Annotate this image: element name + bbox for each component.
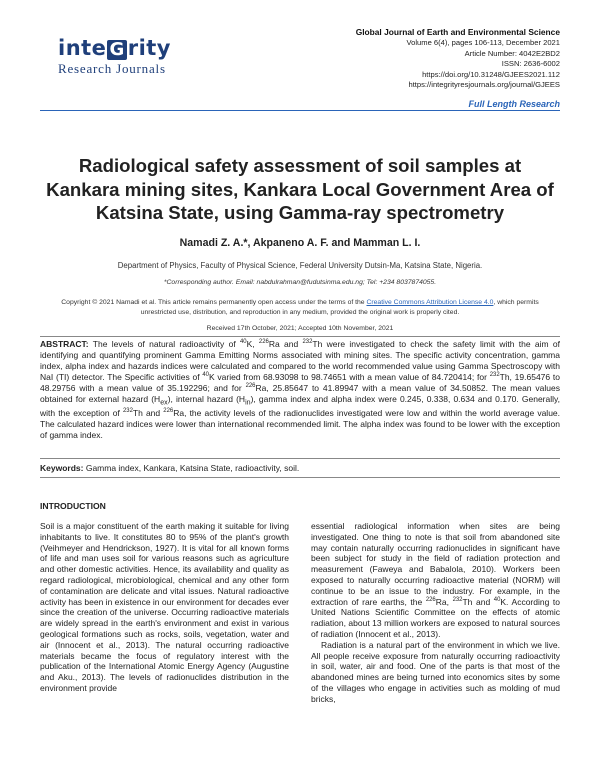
paragraph: Soil is a major constituent of the earth making it suitable for living inhabitants to live. It constitutes 80 to 95% of the plant's growth (Veihmeyer and Hendrickson, 1927). It is vital for all known forms of life and man uses soil for various reasons such as agriculture and other domestic activities. Hence, its availability and quality as regard radiological, microbiological, chemical and any other form of contamination are delicate and vital issues. Natural radioactive activity has been in existence in our environment for decades ever since the creation of the universe. Occurring radioactive materials are widely spread in the earth's environment and exist in various geological formations such as rocks, soils, vegetation, water and air (Innocent et al., 2013). The natural occurring radioactive materials became the focus of regulatory interest with the publication of the International Atomic Energy Agency (Augustine and Aku., 2013). The levels of radionuclides distribution in the environment provide <box>40 521 289 693</box>
journal-volume: Volume 6(4), pages 106-113, December 2021 <box>406 38 560 47</box>
body-column-right <box>311 521 560 705</box>
journal-doi-link[interactable]: https://doi.org/10.31248/GJEES2021.112 <box>422 69 560 79</box>
keywords-bottom-rule <box>40 477 560 478</box>
logo-g-box: G <box>109 39 125 60</box>
copyright-text-pre: Copyright © 2021 Namadi et al. This article remains permanently open access under the terms of the <box>61 299 367 306</box>
logo-subtitle: Research Journals <box>58 61 166 76</box>
abstract-top-rule <box>40 336 560 337</box>
paragraph: Radiation is a natural part of the environment in which we live. All people receive exposure from naturally occurring radioactivity in soil, water, air and food. One of the parts is that most of the abandoned mines are being turned into economics sites by some of the villages who engage in activities such as molding of mud bricks, <box>311 639 560 704</box>
copyright-notice <box>50 298 550 317</box>
keywords-top-rule <box>40 458 560 459</box>
paper-title: Radiological safety assessment of soil samples at Kankara mining sites, Kankara Local Government Area of Katsina State, using Gamma-ray spectrometry <box>46 155 554 223</box>
logo-text-post: rity <box>127 36 172 60</box>
journal-logo <box>58 36 178 86</box>
abstract-label: ABSTRACT: <box>40 339 89 349</box>
license-link[interactable]: Creative Commons Attribution License 4.0 <box>366 299 494 306</box>
affiliation: Department of Physics, Faculty of Physical Science, Federal University Dutsin-Ma, Katsina State, Nigeria. <box>117 261 483 270</box>
logo-text-pre: inte <box>58 36 107 60</box>
keywords <box>40 463 560 473</box>
journal-url-link[interactable]: https://integrityresjournals.org/journal/GJEES <box>408 80 560 90</box>
journal-article-number: Article Number: 4042E2BD2 <box>464 48 560 58</box>
keywords-label: Keywords: <box>40 463 84 473</box>
keywords-text: Gamma index, Kankara, Katsina State, radioactivity, soil. <box>83 463 300 473</box>
author-list: Namadi Z. A.*, Akpaneno A. F. and Mamman L. I. <box>179 237 421 249</box>
journal-info <box>356 26 560 91</box>
corresponding-author: *Corresponding author. Email: nabdulrahman@fudutsinma.edu.ng; Tel: +234 8037874055. <box>163 279 437 286</box>
received-dates: Received 17th October, 2021; Accepted 10th November, 2021 <box>206 325 394 332</box>
logo-wordmark <box>58 36 178 60</box>
abstract: ABSTRACT: The levels of natural radioactivity of $^{40}$K, $^{226}$Ra and $^{232}$Th were investigated to check the safety limit with the aim of identifying and quantifying prominent Gamma Emitting Norms associated with mining sites. The specific activity concentration, gamma index, alpha index and hazards indices were calculated and compared to the world recommended value using Gamma Spectroscopy with NaI (TI) detector. The Specific activities of $^{40}$K varied from 68.93098 to 98.74651 with a mean value of 84.720414; for $^{232}$Th, 19.65476 to 48.29756 with a mean value of 35.192296; and for $^{226}$Ra, 25.85647 to 41.89947 with a mean value of 34.50852. The mean values obtained for external hazard $(H_{ex})$, internal hazard $(H_{in})$, gamma index and alpha index were 0.245, 0.338, 0.634 and 0.170. Generally, with the exception of $^{232}$Th and $^{226}$Ra, the activity levels of the radionuclides investigated were low and within the world average value. The calculated hazard indices were lower than international recommended limit. The alpha index was found to be lower with the exception of gamma index. <box>40 339 561 440</box>
header-divider <box>40 110 560 111</box>
article-type: Full Length Research <box>468 99 560 109</box>
journal-title: Global Journal of Earth and Environmental Science <box>355 27 560 37</box>
body-column-left <box>40 521 289 694</box>
copyright-text-post: , which permits unrestricted use, distribution, and reproduction in any medium, provided the original work is properly cited. <box>140 299 539 316</box>
journal-issn: ISSN: 2636-6002 <box>501 59 560 69</box>
paragraph: essential radiological information when sites are being investigated. One thing to note is that soil from abandoned site may contain naturally occurring radionuclides in significant have been subject for study in the field of radiation protection and measurement (Faweya and Babalola, 2010). Workers been exposed to naturally occurring radioactive material (NORM) will continue to be an issue to the industry. For example, in the extraction of rare earths, the $^{226}$Ra, $^{232}$Th and $^{40}$K. According to United Nations Scientific Committee on the effects of atomic radiation, about 13 million workers are exposed to natural sources of radiation (Innocent et al., 2013). <box>311 521 561 639</box>
section-heading-introduction: INTRODUCTION <box>40 501 106 511</box>
